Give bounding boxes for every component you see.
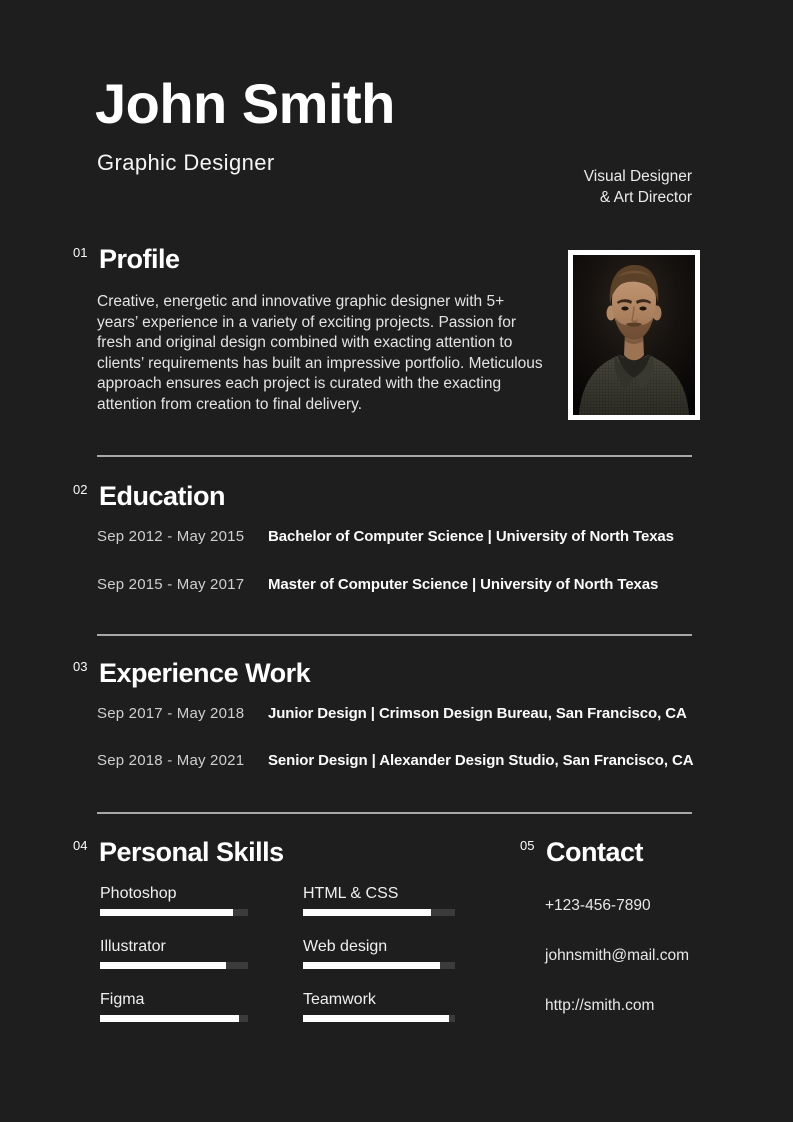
section-number: 02 — [73, 482, 88, 497]
education-dates: Sep 2012 - May 2015 — [97, 528, 245, 545]
skill-progress-bar — [100, 1015, 248, 1022]
contact-email: johnsmith@mail.com — [545, 947, 690, 964]
portrait-illustration — [573, 255, 695, 415]
experience-dates: Sep 2017 - May 2018 — [97, 705, 245, 722]
section-divider — [97, 455, 692, 457]
education-row — [97, 527, 674, 546]
skill-label: Web design — [303, 938, 388, 955]
section-divider — [97, 812, 692, 814]
section-heading-skills — [73, 836, 284, 868]
education-dates: Sep 2015 - May 2017 — [97, 576, 245, 593]
experience-dates: Sep 2018 - May 2021 — [97, 752, 245, 769]
contact-phone: +123-456-7890 — [545, 897, 651, 914]
experience-detail: Junior Design | Crimson Design Bureau, San Francisco, CA — [268, 705, 687, 722]
section-number: 04 — [73, 838, 88, 853]
section-number: 03 — [73, 659, 88, 674]
skill-progress-bar — [100, 909, 248, 916]
skill-progress-bar — [303, 962, 455, 969]
skill-item — [100, 884, 248, 916]
skills-column-left — [100, 884, 248, 1043]
section-number: 01 — [73, 245, 88, 260]
section-title: Profile — [99, 244, 180, 274]
section-divider — [97, 634, 692, 636]
contact-list — [545, 896, 689, 1046]
contact-website: http://smith.com — [545, 997, 655, 1014]
skill-progress-bar — [303, 1015, 455, 1022]
skill-progress-bar — [303, 909, 455, 916]
skill-label: HTML & CSS — [303, 885, 399, 902]
skill-label: Photoshop — [100, 885, 177, 902]
role-line-1: Visual Designer — [583, 168, 692, 185]
skill-progress-fill — [100, 909, 233, 916]
job-title: Graphic Designer — [97, 150, 275, 175]
section-title: Education — [99, 481, 226, 511]
section-heading-experience — [73, 657, 310, 689]
profile-text: Creative, energetic and innovative graphic designer with 5+ years’ experience in a variety of exciting projects. Passion for fresh and original design combined with exacting attention to clients’ requirements has built an impressive portfolio. Meticulous approach ensures each project is curated with the exacting attention from creation to final delivery. — [97, 293, 543, 413]
section-title: Contact — [546, 837, 643, 867]
skill-label: Teamwork — [303, 991, 376, 1008]
role-tagline — [584, 166, 692, 208]
skill-progress-fill — [303, 962, 440, 969]
skill-progress-fill — [303, 1015, 449, 1022]
skill-item — [303, 884, 455, 916]
skill-progress-bar — [100, 962, 248, 969]
section-title: Personal Skills — [99, 837, 284, 867]
education-detail: Master of Computer Science | University of North Texas — [268, 576, 659, 593]
section-title: Experience Work — [99, 658, 311, 688]
section-heading-contact — [520, 836, 643, 868]
portrait-photo — [568, 250, 700, 420]
skill-item — [100, 937, 248, 969]
section-heading-education — [73, 480, 225, 512]
education-detail: Bachelor of Computer Science | University of North Texas — [268, 528, 674, 545]
section-number: 05 — [520, 838, 535, 853]
experience-row — [97, 751, 693, 770]
skill-progress-fill — [100, 962, 226, 969]
skill-progress-fill — [100, 1015, 239, 1022]
experience-row — [97, 704, 687, 723]
role-line-2: & Art Director — [599, 189, 692, 206]
education-row — [97, 575, 658, 594]
experience-detail: Senior Design | Alexander Design Studio, San Francisco, CA — [268, 752, 694, 769]
skills-column-right — [303, 884, 455, 1043]
skill-item — [100, 990, 248, 1022]
skill-item — [303, 937, 455, 969]
skill-item — [303, 990, 455, 1022]
skill-progress-fill — [303, 909, 431, 916]
person-name: John Smith — [95, 72, 395, 135]
skill-label: Illustrator — [100, 938, 166, 955]
skill-label: Figma — [100, 991, 145, 1008]
section-heading-profile — [73, 243, 180, 275]
